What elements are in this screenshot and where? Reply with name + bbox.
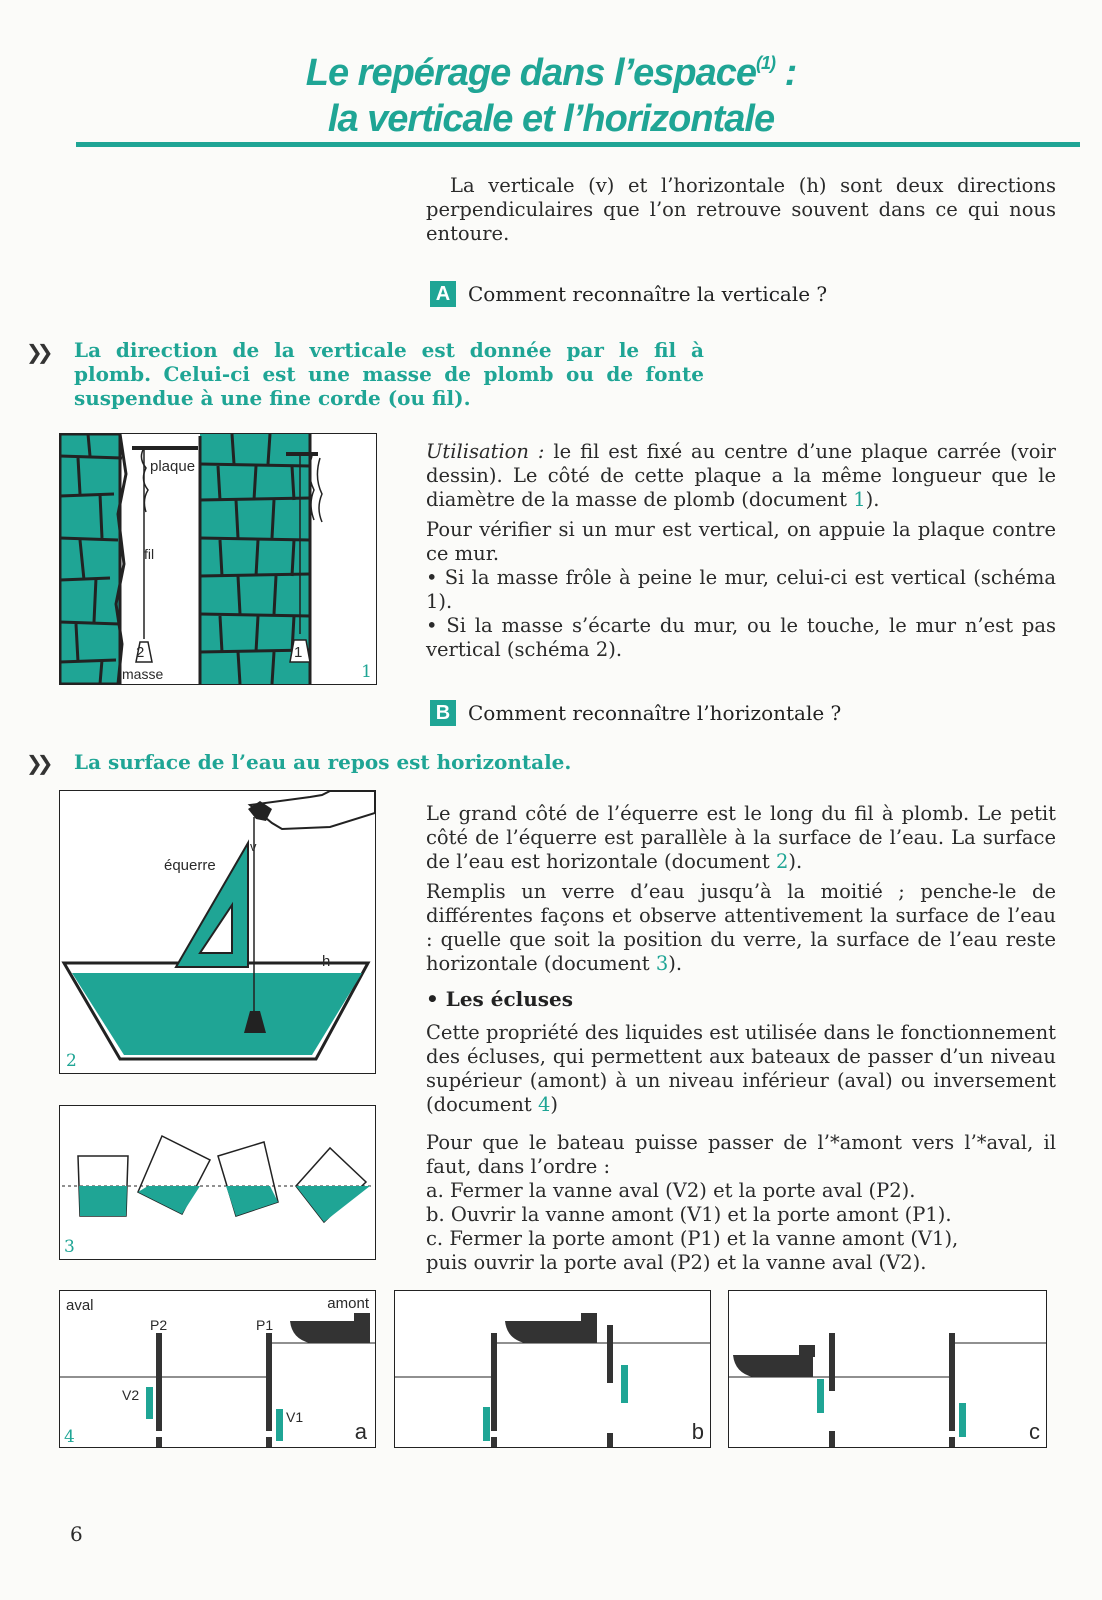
- fig4-p2-label: P2: [150, 1317, 168, 1333]
- section-a-title: Comment reconnaître la verticale ?: [468, 282, 828, 306]
- fig4-v2-label: V2: [122, 1387, 140, 1403]
- section-b-title: Comment reconnaître l’horizontale ?: [468, 701, 842, 725]
- fig4-p1-label: P1: [256, 1317, 274, 1333]
- fig2-doc-number: 2: [66, 1051, 77, 1071]
- figure-4a-lock-step: [59, 1290, 376, 1448]
- fig2-v-label: v: [250, 839, 257, 854]
- fig1-num2-label: 2: [136, 644, 145, 661]
- section-b-text: Le grand côté de l’équerre est le long du fil à plomb. Le petit côté de l’équerre est parallèle à la surface de l’eau. La surface de l’eau est horizontale (document 2). Remplis un verre d’eau jusqu’à la moitié ; penche-le de différentes façons et observe attentivement la surface de l’eau : quelle que soit la position du verre, la surface de l’eau reste horizontale (document 3).: [426, 802, 1056, 975]
- figure-3-tilted-glasses: [59, 1105, 376, 1260]
- section-b-letter: B: [430, 700, 456, 726]
- fig2-equerre-label: équerre: [164, 857, 216, 874]
- fig4-amont-label: amont: [327, 1295, 369, 1312]
- fig4-doc-number: 4: [64, 1427, 75, 1447]
- fig1-plaque-label: plaque: [150, 458, 196, 475]
- ecluses-text: Cette propriété des liquides est utilisée dans le fonctionnement des écluses, qui permettent aux bateaux de passer d’un niveau supérieur (amont) à un niveau inférieur (aval) ou inversement (document 4) Pour que le bateau puisse passer de l’*amont vers l’*aval, il faut, dans l’ordre : a. Fermer la vanne aval (V2) et la porte aval (P2). b. Ouvrir la vanne amont (V1) et la porte amont (P1). c. Fermer la porte amont (P1) et la vanne amont (V1), puis ouvrir la porte aval (P2) et la vanne aval (V2).: [426, 1021, 1056, 1274]
- fig4-step-b-label: b: [691, 1419, 704, 1444]
- fig1-num1-label: 1: [294, 644, 303, 661]
- section-b-rule: La surface de l’eau au repos est horizontale.: [74, 750, 572, 774]
- section-a-letter: A: [430, 281, 456, 307]
- page-title: Le repérage dans l’espace$^{(1)}$ : la verticale et l’horizontale: [305, 52, 797, 140]
- fig1-doc-number: 1: [361, 662, 372, 682]
- figure-2-water-surface: [59, 790, 376, 1074]
- fig4-step-a-label: a: [354, 1419, 367, 1444]
- fig4-step-c-label: c: [1029, 1419, 1040, 1444]
- fig2-h-label: h: [322, 953, 331, 970]
- fig3-doc-number: 3: [64, 1237, 75, 1257]
- figure-1-plumb-line: [59, 433, 377, 685]
- double-chevron-icon: ❯❯: [26, 340, 48, 364]
- intro-paragraph: La verticale (v) et l’horizontale (h) sont deux directions perpendiculaires que l’on retrouve souvent dans ce qui nous entoure.: [426, 174, 1056, 245]
- section-a-rule: La direction de la verticale est donnée par le fil à plomb. Celui-ci est une masse de plomb ou de fonte suspendue à une fine corde (ou fil).: [74, 338, 704, 410]
- fig4-aval-label: aval: [66, 1297, 94, 1314]
- title-underline: [76, 142, 1080, 147]
- fig1-fil-label: fil: [144, 546, 155, 562]
- section-b-heading: [430, 700, 841, 726]
- figure-4b-lock-step: [394, 1290, 711, 1448]
- section-a-heading: [430, 281, 827, 307]
- fig1-masse-label: masse: [122, 666, 164, 682]
- ecluses-heading: • Les écluses: [426, 987, 574, 1011]
- page-number: 6: [70, 1522, 83, 1546]
- figure-4c-lock-step: [728, 1290, 1047, 1448]
- section-a-text: Utilisation : le fil est fixé au centre d’une plaque carrée (voir dessin). Le côté de cette plaque a la même longueur que le diamètre de la masse de plomb (document 1). Pour vérifier si un mur est vertical, on appuie la plaque contre ce mur. • Si la masse frôle à peine le mur, celui-ci est vertical (schéma 1). • Si la masse s’écarte du mur, ou le touche, le mur n’est pas vertical (schéma 2).: [426, 440, 1057, 661]
- double-chevron-icon-2: ❯❯: [26, 751, 48, 775]
- fig4-v1-label: V1: [286, 1409, 304, 1425]
